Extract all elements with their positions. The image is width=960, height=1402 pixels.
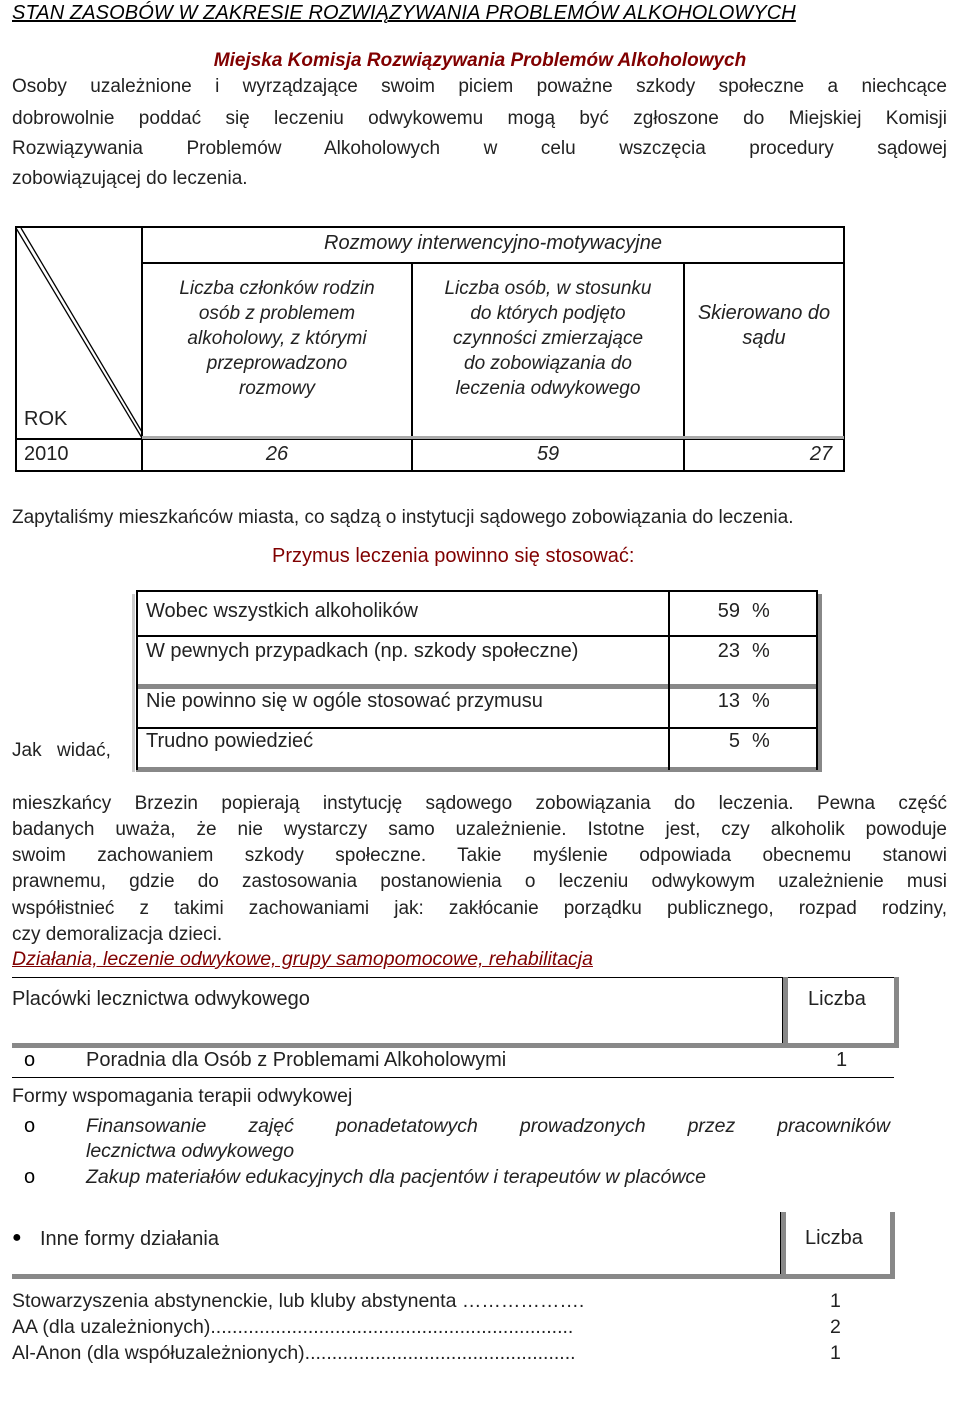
row-year: 2010 bbox=[24, 443, 69, 465]
survey-row-value: 13 bbox=[717, 690, 740, 712]
survey-row-unit: % bbox=[752, 690, 770, 712]
bullet-o: o bbox=[24, 1115, 36, 1137]
page-title: STAN ZASOBÓW W ZAKRESIE ROZWIĄZYWANIA PROBLEMÓW ALKOHOLOWYCH bbox=[12, 2, 796, 24]
group-header: Rozmowy interwencyjno-motywacyjne bbox=[324, 232, 662, 254]
conclusion-line: czy demoralizacja dzieci. bbox=[12, 924, 223, 945]
survey-row-value: 5 bbox=[728, 730, 740, 752]
survey-row-label: Wobec wszystkich alkoholików bbox=[146, 600, 418, 622]
col1-header: Liczba członków rodzin osób z problemem alkoholowy, z którymi przeprowadzono rozmowy bbox=[179, 278, 375, 399]
intro-line: Osoby uzależnione i wyrządzające swoim piciem poważne szkody społeczne a niechcące bbox=[12, 76, 947, 97]
inne-label: Inne formy działania bbox=[40, 1228, 219, 1250]
formy-label: Formy wspomagania terapii odwykowej bbox=[12, 1085, 353, 1107]
poradnia-label: Poradnia dla Osób z Problemami Alkoholowymi bbox=[86, 1049, 507, 1071]
survey-row-unit: % bbox=[752, 640, 770, 662]
row-value-1: 26 bbox=[265, 443, 289, 465]
bullet-o: o bbox=[24, 1049, 36, 1071]
intro-line: zobowiązującej do leczenia. bbox=[12, 168, 248, 189]
poradnia-count: 1 bbox=[836, 1049, 848, 1071]
survey-row-label: W pewnych przypadkach (np. szkody społeczne) bbox=[146, 640, 579, 662]
rok-label: ROK bbox=[24, 408, 68, 430]
section-subtitle: Miejska Komisja Rozwiązywania Problemów Alkoholowych bbox=[213, 50, 747, 71]
survey-question: Zapytaliśmy mieszkańców miasta, co sądzą o instytucji sądowego zobowiązania do leczenia. bbox=[12, 507, 794, 528]
survey-row-label: Trudno powiedzieć bbox=[146, 730, 314, 752]
cell-shadow bbox=[781, 1212, 786, 1278]
conclusion-line: prawnemu, gdzie do zastosowania postanowienia o leczeniu odwykowym uzależnienie musi bbox=[12, 871, 947, 892]
conclusion-line: mieszkańcy Brzezin popierają instytucję sądowego zobowiązania do leczenia. Pewna część bbox=[12, 793, 947, 814]
survey-row-unit: % bbox=[752, 730, 770, 752]
liczba-label: Liczba bbox=[808, 988, 866, 1010]
formy-item: lecznictwa odwykowego bbox=[86, 1140, 295, 1162]
inne-row-label: Stowarzyszenia abstynenckie, lub kluby abstynenta ………………. bbox=[12, 1290, 585, 1312]
side-label: Jak bbox=[12, 740, 42, 761]
inne-row-value: 2 bbox=[830, 1316, 841, 1338]
cell-shadow bbox=[890, 1212, 895, 1278]
col2-header: Liczba osób, w stosunku do których podjęto czynności zmierzające do zobowiązania do leczenia odwykowego bbox=[444, 278, 652, 399]
formy-item: Finansowanie zajęć ponadetatowych prowadzonych przez pracowników bbox=[86, 1115, 890, 1137]
formy-item: Zakup materiałów edukacyjnych dla pacjentów i terapeutów w placówce bbox=[86, 1166, 706, 1188]
intro-line: dobrowolnie poddać się leczeniu odwykowemu mogą być zgłoszone do Miejskiej Komisji bbox=[12, 108, 947, 129]
inne-row-value: 1 bbox=[830, 1342, 841, 1364]
survey-row-value: 23 bbox=[717, 640, 740, 662]
inne-row-label: AA (dla uzależnionych)................................................................... bbox=[12, 1316, 574, 1338]
conclusion-line: badanych uważa, że nie wystarczy samo uzależnienie. Istotne jest, czy alkoholik powoduje bbox=[12, 819, 947, 840]
survey-row-unit: % bbox=[752, 600, 770, 622]
row-value-2: 59 bbox=[536, 443, 560, 465]
bullet-dot: ● bbox=[12, 1229, 22, 1246]
survey-row-value: 59 bbox=[717, 600, 740, 622]
cell-shadow bbox=[12, 1274, 895, 1279]
placowki-label: Placówki lecznictwa odwykowego bbox=[12, 988, 310, 1010]
actions-heading: Działania, leczenie odwykowe, grupy samopomocowe, rehabilitacja bbox=[12, 948, 593, 970]
col3-header: Skierowano do sądu bbox=[697, 302, 831, 349]
bullet-o: o bbox=[24, 1166, 36, 1188]
inne-liczba-label: Liczba bbox=[805, 1227, 863, 1249]
inne-row-value: 1 bbox=[830, 1290, 841, 1312]
survey-subheading: Przymus leczenia powinno się stosować: bbox=[272, 545, 635, 567]
survey-row-label: Nie powinno się w ogóle stosować przymusu bbox=[146, 690, 543, 712]
intro-line: Rozwiązywania Problemów Alkoholowych w celu wszczęcia procedury sądowej bbox=[12, 138, 947, 159]
conclusion-line: swoim zachowaniem szkody społeczne. Takie myślenie odpowiada obecnemu stanowi bbox=[12, 845, 947, 866]
row-value-3: 27 bbox=[809, 443, 833, 465]
side-label: widać, bbox=[57, 740, 111, 761]
conclusion-line: współistnieć z takimi zachowaniami jak: zakłócanie porządku publicznego, rozpad rodziny, bbox=[12, 898, 947, 919]
inne-row-label: Al-Anon (dla współuzależnionych).................................................. bbox=[12, 1342, 576, 1364]
